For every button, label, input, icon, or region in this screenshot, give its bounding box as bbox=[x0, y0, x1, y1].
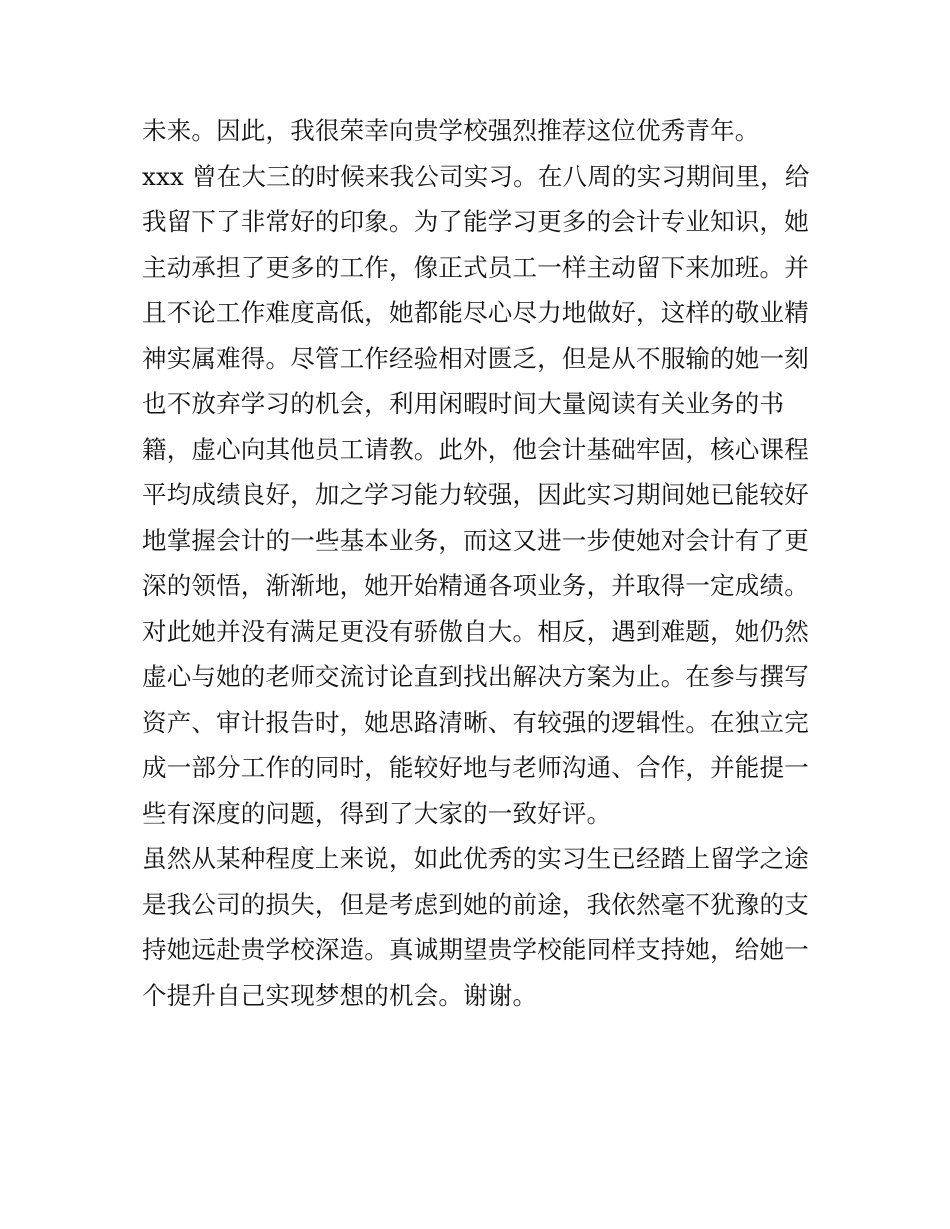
text-line: 主动承担了更多的工作，像正式员工一样主动留下来加班。并 bbox=[142, 252, 809, 282]
text-line: 神实属难得。尽管工作经验相对匮乏，但是从不服输的她一刻 bbox=[142, 343, 809, 373]
text-line: 些有深度的问题，得到了大家的一致好评。 bbox=[142, 798, 612, 828]
text-line: 持她远赴贵学校深造。真诚期望贵学校能同样支持她，给她一 bbox=[142, 935, 809, 964]
text-line: 也不放弃学习的机会，利用闲暇时间大量阅读有关业务的书 bbox=[142, 389, 785, 418]
text-line: 对此她并没有满足更没有骄傲自大。相反，遇到难题，她仍然 bbox=[142, 616, 809, 646]
text-line: 我留下了非常好的印象。为了能学习更多的会计专业知识，她 bbox=[142, 207, 809, 236]
text-line: 深的领悟，渐渐地，她开始精通各项业务，并取得一定成绩。 bbox=[142, 571, 809, 600]
text-line: 且不论工作难度高低，她都能尽心尽力地做好，这样的敬业精 bbox=[142, 298, 809, 327]
text-line: 虽然从某种程度上来说，如此优秀的实习生已经踏上留学之途 bbox=[142, 844, 809, 873]
text-line: 虚心与她的老师交流讨论直到找出解决方案为止。在参与撰写 bbox=[142, 662, 809, 691]
text-line: 籍，虚心向其他员工请教。此外，他会计基础牢固，核心课程 bbox=[142, 434, 809, 464]
text-line: 未来。因此，我很荣幸向贵学校强烈推荐这位优秀青年。 bbox=[142, 116, 760, 145]
letter-body bbox=[142, 108, 822, 1018]
text-line: 成一部分工作的同时，能较好地与老师沟通、合作，并能提一 bbox=[142, 753, 809, 782]
text-line: 是我公司的损失，但是考虑到她的前途，我依然毫不犹豫的支 bbox=[142, 889, 809, 919]
text-line: 地掌握会计的一些基本业务，而这又进一步使她对会计有了更 bbox=[142, 525, 809, 555]
text-line: 资产、审计报告时，她思路清晰、有较强的逻辑性。在独立完 bbox=[142, 707, 809, 737]
text-line: 个提升自己实现梦想的机会。谢谢。 bbox=[142, 980, 538, 1010]
text-line: xxx 曾在大三的时候来我公司实习。在八周的实习期间里，给 bbox=[142, 161, 810, 191]
text-line: 平均成绩良好，加之学习能力较强，因此实习期间她已能较好 bbox=[142, 480, 809, 509]
